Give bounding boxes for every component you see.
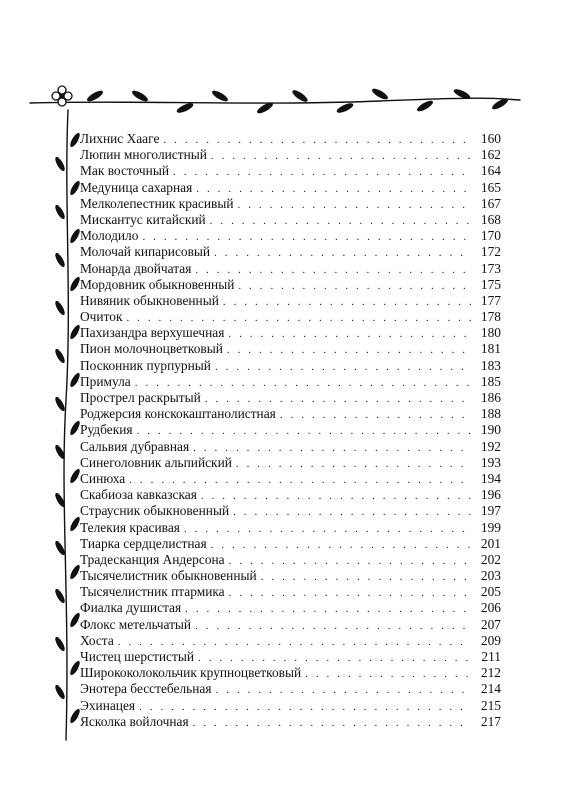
toc-dot-leader <box>305 666 471 682</box>
toc-entry-title: Роджерсия конскокаштанолистная <box>80 406 276 422</box>
leaf-icon <box>54 300 67 317</box>
toc-dot-leader <box>173 164 471 180</box>
toc-dot-leader <box>139 699 471 715</box>
toc-entry-title: Сальвия дубравная <box>80 438 190 454</box>
toc-dot-leader <box>118 634 471 650</box>
toc-entry-page: 202 <box>480 551 501 567</box>
leaf-icon <box>54 252 67 269</box>
toc-entry[interactable] <box>80 455 501 471</box>
toc-entry-title: Очиток <box>80 309 123 325</box>
toc-entry[interactable] <box>80 584 501 600</box>
toc-entry-page: 190 <box>480 422 501 438</box>
leaf-icon <box>416 99 435 114</box>
toc-dot-leader <box>211 148 471 164</box>
toc-dot-leader <box>195 618 471 634</box>
toc-entry-title: Фиалка душистая <box>80 600 182 616</box>
toc-entry-title: Ширококолокольчик крупноцветковый <box>80 665 302 681</box>
toc-dot-leader <box>126 310 471 326</box>
toc-dot-leader <box>210 213 471 229</box>
toc-entry-page: 192 <box>480 438 501 454</box>
leaf-icon <box>54 348 67 365</box>
toc-entry-title: Люпин многолистный <box>80 147 207 163</box>
toc-entry-page: 164 <box>480 163 501 179</box>
toc-entry-page: 209 <box>480 632 501 648</box>
toc-entry-page: 201 <box>480 535 501 551</box>
toc-entry-title: Традесканция Андерсона <box>80 551 225 567</box>
leaf-icon <box>291 88 309 104</box>
toc-entry-title: Медуница сахарная <box>80 179 193 195</box>
toc-entry[interactable] <box>80 180 501 196</box>
toc-entry-page: 178 <box>480 309 501 325</box>
toc-dot-leader <box>193 440 471 456</box>
toc-entry-title: Тиарка сердцелистная <box>80 535 207 551</box>
toc-entry[interactable] <box>80 131 501 147</box>
toc-entry-page: 168 <box>480 211 501 227</box>
leaf-icon <box>86 89 105 104</box>
toc-dot-leader <box>261 569 471 585</box>
toc-entry-page: 196 <box>480 487 501 503</box>
toc-dot-leader <box>227 342 471 358</box>
toc-entry-title: Тысячелистник обыкновенный <box>80 568 257 584</box>
toc-entry-title: Лихнис Хааге <box>80 131 160 146</box>
toc-entry-title: Пион молочноцветковый <box>80 341 223 357</box>
toc-entry-title: Нивяник обыкновенный <box>80 292 219 308</box>
toc-entry-title: Молочай кипарисовый <box>80 244 211 260</box>
leaf-icon <box>335 101 354 114</box>
leaf-icon <box>54 588 67 605</box>
toc-dot-leader <box>214 245 471 261</box>
toc-entry-page: 188 <box>480 406 501 422</box>
toc-dot-leader <box>238 197 472 213</box>
toc-entry-page: 183 <box>480 357 501 373</box>
toc-entry[interactable] <box>80 471 501 487</box>
toc-entry[interactable] <box>80 309 501 325</box>
toc-entry-page: 217 <box>480 713 501 729</box>
toc-dot-leader <box>163 132 471 148</box>
toc-entry[interactable] <box>80 244 501 260</box>
toc-entry-title: Мелколепестник красивый <box>80 195 234 211</box>
toc-entry-title: Мак восточный <box>80 163 169 179</box>
toc-entry-page: 185 <box>480 373 501 389</box>
toc-dot-leader <box>233 504 471 520</box>
toc-entry[interactable] <box>80 698 501 714</box>
toc-entry-page: 180 <box>480 325 501 341</box>
toc-entry-title: Чистец шерстистый <box>80 649 194 664</box>
toc-entry[interactable] <box>80 681 501 697</box>
toc-dot-leader <box>216 682 471 698</box>
toc-entry-page: 186 <box>480 390 501 405</box>
toc-entry[interactable] <box>80 439 501 455</box>
toc-entry[interactable] <box>80 422 501 438</box>
toc-dot-leader <box>195 262 471 278</box>
toc-entry-title: Ясколка войлочная <box>80 713 189 729</box>
toc-entry-title: Эхинацея <box>80 697 136 713</box>
toc-dot-leader <box>228 326 471 342</box>
toc-dot-leader <box>223 294 471 310</box>
toc-entry-title: Мискантус китайский <box>80 211 206 227</box>
toc-entry-page: 197 <box>480 503 501 519</box>
toc-entry-page: 214 <box>480 681 501 697</box>
toc-entry-title: Телекия красивая <box>80 519 180 535</box>
leaf-icon <box>54 156 67 173</box>
leaf-icon <box>54 684 67 701</box>
toc-entry-page: 203 <box>480 568 501 584</box>
toc-dot-leader <box>205 391 471 407</box>
toc-entry-page: 177 <box>480 292 501 308</box>
toc-entry-title: Скабиоза кавказская <box>80 487 197 503</box>
table-of-contents <box>80 131 501 730</box>
toc-entry-title: Синюха <box>80 470 126 486</box>
toc-entry-title: Посконник пурпурный <box>80 357 211 373</box>
toc-entry[interactable] <box>80 600 501 616</box>
toc-entry[interactable] <box>80 228 501 244</box>
toc-entry-page: 172 <box>480 244 501 260</box>
toc-entry[interactable] <box>80 536 501 552</box>
leaf-icon <box>131 89 150 104</box>
toc-dot-leader <box>236 456 471 472</box>
leaf-icon <box>211 89 230 104</box>
toc-entry[interactable] <box>80 649 501 665</box>
toc-entry[interactable] <box>80 487 501 503</box>
toc-entry-title: Мордовник обыкновенный <box>80 276 235 292</box>
leaf-icon <box>54 636 67 653</box>
leaf-icon <box>371 87 390 102</box>
leaf-icon <box>54 396 67 413</box>
toc-entry-title: Энотера бесстебельная <box>80 681 212 697</box>
toc-entry[interactable] <box>80 552 501 568</box>
toc-entry[interactable] <box>80 665 501 681</box>
toc-entry[interactable] <box>80 358 501 374</box>
toc-entry[interactable] <box>80 617 501 633</box>
toc-entry[interactable] <box>80 293 501 309</box>
toc-entry[interactable] <box>80 341 501 357</box>
toc-entry-page: 211 <box>481 649 501 664</box>
toc-dot-leader <box>185 601 471 617</box>
toc-dot-leader <box>184 521 471 537</box>
toc-entry-title: Пахизандра верхушечная <box>80 325 225 341</box>
toc-entry[interactable] <box>80 374 501 390</box>
toc-entry-page: 215 <box>480 697 501 713</box>
toc-entry-page: 173 <box>480 260 501 276</box>
toc-entry-page: 167 <box>480 195 501 211</box>
toc-entry-title: Примула <box>80 373 131 389</box>
toc-entry-page: 193 <box>480 454 501 470</box>
toc-dot-leader <box>193 715 471 731</box>
toc-entry-page: 199 <box>480 519 501 535</box>
toc-entry-title: Рудбекия <box>80 422 133 438</box>
toc-entry[interactable] <box>80 503 501 519</box>
toc-dot-leader <box>129 472 471 488</box>
toc-dot-leader <box>211 537 471 553</box>
toc-entry[interactable] <box>80 568 501 584</box>
toc-entry[interactable] <box>80 390 501 406</box>
toc-entry-title: Хоста <box>80 632 114 648</box>
toc-entry[interactable] <box>80 325 501 341</box>
toc-dot-leader <box>280 407 471 423</box>
toc-entry-page: 181 <box>480 341 501 357</box>
toc-entry-page: 207 <box>480 616 501 632</box>
toc-entry-title: Синеголовник альпийский <box>80 454 232 470</box>
toc-dot-leader <box>229 585 471 601</box>
toc-dot-leader <box>137 423 471 439</box>
toc-entry-page: 165 <box>480 179 501 195</box>
toc-entry[interactable] <box>80 277 501 293</box>
toc-entry[interactable] <box>80 633 501 649</box>
toc-entry-page: 160 <box>480 131 501 146</box>
toc-entry[interactable] <box>80 212 501 228</box>
toc-entry[interactable] <box>80 406 501 422</box>
toc-entry-title: Молодило <box>80 228 139 244</box>
toc-entry[interactable] <box>80 196 501 212</box>
leaf-icon <box>54 204 67 221</box>
toc-dot-leader <box>229 553 471 569</box>
toc-entry[interactable] <box>80 520 501 536</box>
toc-entry-page: 206 <box>480 600 501 616</box>
toc-dot-leader <box>238 278 471 294</box>
toc-entry-title: Флокс метельчатый <box>80 616 192 632</box>
toc-entry-page: 170 <box>480 228 501 244</box>
toc-entry[interactable] <box>80 714 501 730</box>
toc-dot-leader <box>196 181 471 197</box>
toc-entry-title: Монарда двойчатая <box>80 260 192 276</box>
toc-entry-title: Тысячелистник птармика <box>80 584 225 600</box>
toc-entry-page: 194 <box>480 470 501 486</box>
toc-dot-leader <box>201 488 471 504</box>
toc-dot-leader <box>135 375 471 391</box>
toc-entry-page: 162 <box>480 147 501 163</box>
toc-dot-leader <box>142 229 471 245</box>
toc-entry[interactable] <box>80 147 501 163</box>
toc-entry-title: Прострел раскрытый <box>80 390 201 405</box>
toc-entry[interactable] <box>80 163 501 179</box>
toc-entry-page: 175 <box>480 276 501 292</box>
toc-entry[interactable] <box>80 261 501 277</box>
toc-entry-page: 205 <box>480 584 501 600</box>
toc-entry-page: 212 <box>480 665 501 681</box>
toc-dot-leader <box>215 359 471 375</box>
toc-dot-leader <box>198 650 471 666</box>
toc-entry-title: Страусник обыкновенный <box>80 503 230 519</box>
